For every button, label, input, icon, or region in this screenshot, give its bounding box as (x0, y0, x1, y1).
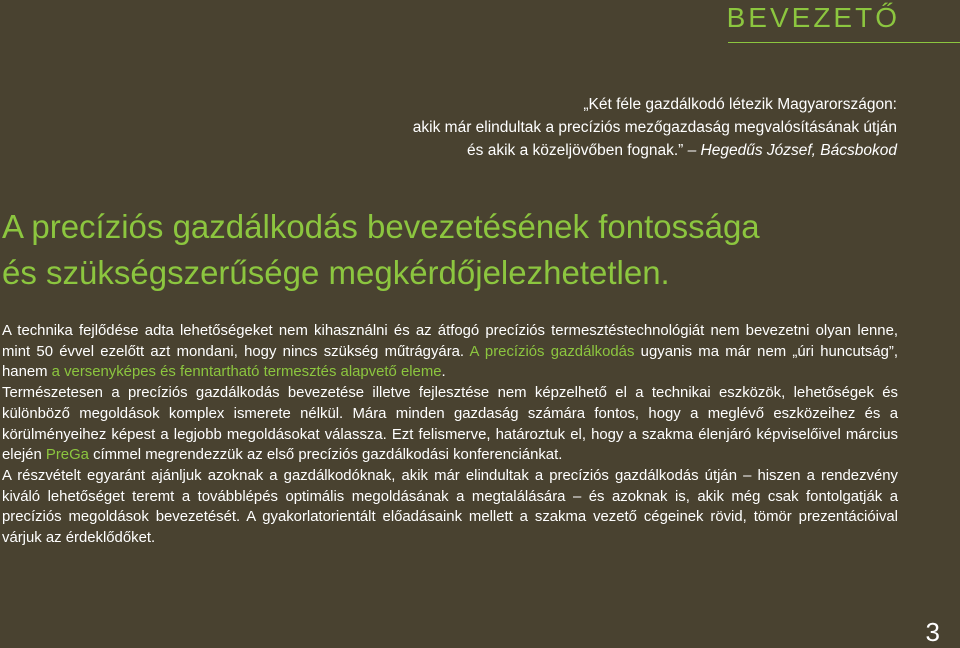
p1-text-b: ugyanis ma már nem „úri huncutság”, hanem (2, 343, 899, 381)
p1-text-a: A technika fejlődése adta lehetőségeket nem kihasználni és az átfogó precíziós termesztéstechnológiát nem bevezetni olyan lenne, mint 50 évvel ezelőtt azt mondani, hogy nincs szükség műtrágyára. (2, 323, 898, 360)
quote-attribution: – Hegedűs József, Bácsbokod (687, 142, 897, 159)
quote-line-3-text: és akik a közeljövőben fognak.” (467, 142, 684, 159)
p2-highlight-prega: PreGa (45, 447, 89, 464)
p2-text-a: Természetesen a precíziós gazdálkodás bevezetése illetve fejlesztése nem képzelhető el a technikai eszközök, lehetőségek és különböző megoldások komplex ismerete nélkül. Mára minden gazdaság számára fontos, hogy a meglévő eszközeihez és a körülményeihez képest a legjobb megoldásokat válassza. Ezt felismerve, határoztuk el, hogy a szakma élenjáró képviselőivel március elején (2, 385, 898, 464)
headline-line-1: A precíziós gazdálkodás bevezetésének fontossága (2, 208, 760, 245)
quote-line-2: akik már elindultak a precíziós mezőgazdaság megvalósításának útján (412, 119, 897, 136)
section-title: BEVEZETŐ (726, 2, 900, 33)
page-number: 3 (925, 617, 940, 647)
body-text (2, 321, 898, 549)
quote-line-3 (277, 139, 897, 162)
p1-highlight-b: a versenyképes és fenntartható termesztés alapvető eleme (51, 364, 442, 381)
headline (2, 204, 942, 296)
title-divider (728, 42, 960, 43)
p1-highlight-a: A precíziós gazdálkodás (469, 343, 635, 360)
paragraph-3: A részvételt egyaránt ajánljuk azoknak a gazdálkodóknak, akik már elindultak a precíziós gazdálkodás útján – hiszen a rendezvény kiváló lehetőséget teremt a továbblépés optimális megoldásának a megtalálására – és azoknak is, akik még csak fontolgatják a precíziós megoldások bevezetését. A gyakorlatorientált előadásaink mellett a szakma vezető cégeinek rövid, tömör prezentációival várjuk az érdeklődőket. (2, 467, 898, 547)
paragraph-2 (2, 383, 898, 466)
headline-line-2: és szükségszerűsége megkérdőjelezhetetlen. (2, 254, 670, 291)
p2-text-b: címmel megrendezzük az első precíziós gazdálkodási konferenciánkat. (88, 447, 563, 464)
quote-line-1: „Két féle gazdálkodó létezik Magyarországon: (583, 96, 897, 113)
intro-quote (277, 93, 897, 162)
paragraph-1 (2, 321, 898, 383)
p1-text-c: . (441, 364, 446, 381)
